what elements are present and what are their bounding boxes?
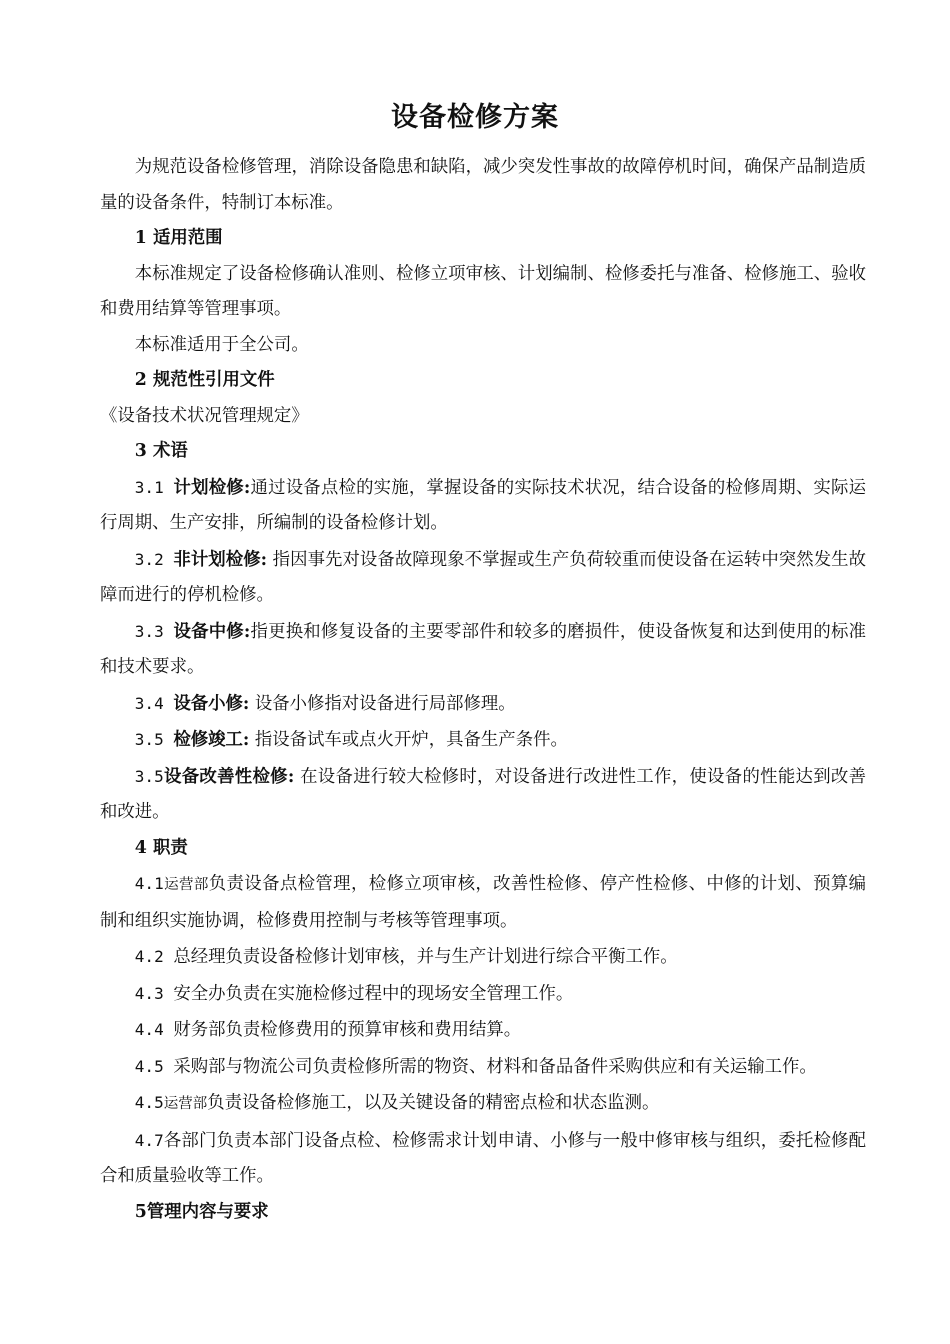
intro-paragraph: 为规范设备检修管理，消除设备隐患和缺陷，减少突发性事故的故障停机时间，确保产品制造质量的设备条件，特制订本标准。 xyxy=(100,157,866,213)
term-name: 设备中修: xyxy=(173,621,251,642)
section-1-heading: 1 适用范围 xyxy=(134,228,223,248)
duty-item-4-3 xyxy=(100,976,866,1013)
term-definition: 在设备进行较大检修时，对设备进行改进性工作，使设备的性能达到改善和改进。 xyxy=(100,766,866,822)
term-definition: 设备小修指对设备进行局部修理。 xyxy=(249,693,516,714)
duty-item-4-7 xyxy=(100,1123,866,1195)
section-1-paragraph-1: 本标准规定了设备检修确认准则、检修立项审核、计划编制、检修委托与准备、检修施工、验收和费用结算等管理事项。 xyxy=(100,263,866,319)
term-item-3-1 xyxy=(100,470,866,542)
section-5-heading: 5管理内容与要求 xyxy=(134,1201,269,1222)
term-definition: 指设备试车或点火开炉，具备生产条件。 xyxy=(249,730,568,750)
duty-text: 负责设备检修施工，以及关键设备的精密点检和状态监测。 xyxy=(207,1093,660,1113)
duty-item-4-4 xyxy=(100,1012,866,1049)
duty-text: 负责设备点检管理，检修立项审核，改善性检修、停产性检修、中修的计划、预算编制和组织实施协调，检修费用控制与考核等管理事项。 xyxy=(100,874,867,931)
duty-item-4-1 xyxy=(100,866,866,939)
term-number: 3.1 xyxy=(134,477,174,497)
reference-document: 《设备技术状况管理规定》 xyxy=(100,405,309,426)
term-item-3-3 xyxy=(100,614,866,686)
section-3-heading: 3 术语 xyxy=(134,441,188,461)
term-name: 非计划检修: xyxy=(173,549,268,570)
duty-number: 4.7 xyxy=(134,1130,164,1150)
section-1-paragraph-2: 本标准适用于全公司。 xyxy=(134,334,309,355)
term-name: 检修竣工: xyxy=(173,730,250,750)
term-definition: 通过设备点检的实施，掌握设备的实际技术状况，结合设备的检修周期、实际运行周期、生产安排，所编制的设备检修计划。 xyxy=(100,477,867,533)
term-number: 3.4 xyxy=(134,693,174,713)
section-4-heading: 4 职责 xyxy=(134,837,188,858)
duty-number: 4.1 xyxy=(134,874,164,893)
duty-number: 4.5 xyxy=(134,1056,174,1076)
duty-item-4-5b xyxy=(100,1085,866,1123)
document-body xyxy=(100,150,866,1230)
term-name: 设备改善性检修: xyxy=(163,766,295,787)
duty-department: 运营部 xyxy=(163,877,209,893)
term-definition: 指因事先对设备故障现象不掌握或生产负荷较重而使设备在运转中突然发生故障而进行的停机检修。 xyxy=(100,549,866,605)
duty-department: 运营部 xyxy=(163,1096,208,1112)
term-number: 3.3 xyxy=(134,621,174,641)
duty-number: 4.5 xyxy=(134,1093,164,1112)
term-number: 3.2 xyxy=(134,549,174,569)
term-name: 计划检修: xyxy=(173,477,251,498)
term-number: 3.5 xyxy=(134,766,164,786)
duty-number: 4.2 xyxy=(134,947,174,966)
term-item-3-2 xyxy=(100,542,866,614)
term-number: 3.5 xyxy=(134,730,174,749)
duty-item-4-5 xyxy=(100,1049,866,1086)
duty-item-4-2 xyxy=(100,939,866,976)
duty-text: 安全办负责在实施检修过程中的现场安全管理工作。 xyxy=(173,983,574,1004)
document-title: 设备检修方案 xyxy=(391,102,559,133)
duty-text: 采购部与物流公司负责检修所需的物资、材料和备品备件采购供应和有关运输工作。 xyxy=(173,1056,817,1077)
duty-number: 4.4 xyxy=(134,1020,174,1039)
term-item-3-5 xyxy=(100,722,866,759)
term-item-3-4 xyxy=(100,686,866,723)
duty-text: 财务部负责检修费用的预算审核和费用结算。 xyxy=(173,1020,522,1040)
term-definition: 指更换和修复设备的主要零部件和较多的磨损件，使设备恢复和达到使用的标准和技术要求。 xyxy=(100,621,867,677)
term-item-3-5b xyxy=(100,759,866,831)
section-2-heading: 2 规范性引用文件 xyxy=(134,370,275,390)
duty-text: 各部门负责本部门设备点检、检修需求计划申请、小修与一般中修审核与组织，委托检修配合和质量验收等工作。 xyxy=(100,1130,866,1186)
duty-number: 4.3 xyxy=(134,983,174,1003)
term-name: 设备小修: xyxy=(173,693,250,714)
duty-text: 总经理负责设备检修计划审核，并与生产计划进行综合平衡工作。 xyxy=(173,947,678,967)
